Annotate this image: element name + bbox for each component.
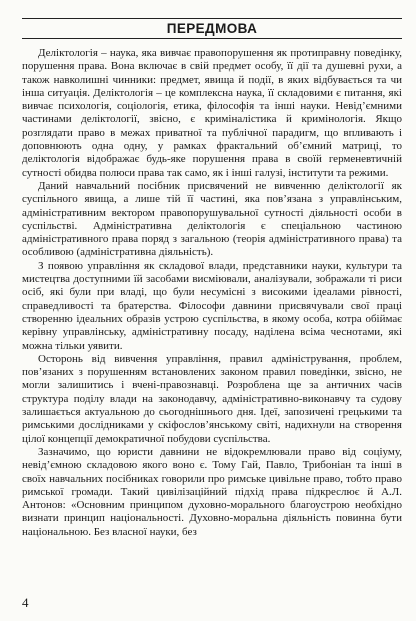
body-text	[22, 47, 402, 539]
page-number: 4	[22, 595, 29, 610]
paragraph: Зазначимо, що юристи давнини не відокремлювали право від соціуму, невід’ємною складовою якого воно є. Тому Гай, Павло, Трибоніан та інші в своїх навчальних посібниках говорили про римське цивільне право, тобто право римської громади. Такий цивілізаційний підхід права підкреслює й А.Л. Антонов: «Основним принципом духовно-морального благоустрою необхідно визнати принцип національності. Духовно-моральна діяльність повинна бути національною. Без власної науки, без	[22, 445, 402, 538]
page-title: ПЕРЕДМОВА	[22, 18, 402, 39]
paragraph: Деліктологія – наука, яка вивчає правопорушення як протиправну поведінку, порушення права. Вона включає в свій предмет особу, її дії та душевні рухи, а також навколишні чинники: предмет, явища й події, в яких відбувається та чи інша ситуація. Деліктологія – це комплексна наука, її складовими є питання, які вивчає психологія, соціологія, етика, філософія та інші науки. Невід’ємними частинами деліктології, звісно, є криміналістика й кримінологія. Якщо розглядати право в межах приватної та публічної парадигм, що впливають і доповнюють одна одну, у рамках фрактальний обʼємний матриці, то деліктологія відображає будь-яке порушення права в своїй герменевтичній сутності обидва полюси права так само, як і інші галузі, інститути та режими.	[22, 47, 402, 179]
paragraph: З появою управління як складової влади, представники науки, культури та мистецтва доступними їй засобами висміювали, аналізували, зображали ті риси осіб, які були при владі, що були несумісні з високими ідеалами рівності, справедливості та братерства. Філософи давнини присвячували свої праці створенню ідеальних образів устрою суспільства, в якому особа, котра обіймає керівну управлінську, адміністративну посаду, наділена всіма чеснотами, які можна тільки уявити.	[22, 259, 402, 352]
paragraph: Даний навчальний посібник присвячений не вивченню деліктології як суспільного явища, а лише тій її частині, яка пов’язана з управлінським, адміністративним вектором правопорушувальної сутності діяльності особи в суспільстві. Адміністративна деліктологія є спеціальною частиною адміністративного права поряд з загальною (теорія адміністративного права) та особливою (адміністративна діяльність).	[22, 179, 402, 259]
paragraph: Осторонь від вивчення управління, правил адміністрування, проблем, пов’язаних з порушенням встановлених законом правил поведінки, звісно, не могли залишитись і вчені-правознавці. Розроблена ще за античних часів структура поділу влади на законодавчу, адміністративно-виконавчу та судову залишається актуальною до сьогоднішнього дня. Ідеї, запозичені грецькими та римськими дослідниками у скіфослов’янському світі, надихнули на створення цілої концепції демократичної побудови суспільства.	[22, 352, 402, 445]
page	[22, 18, 402, 539]
